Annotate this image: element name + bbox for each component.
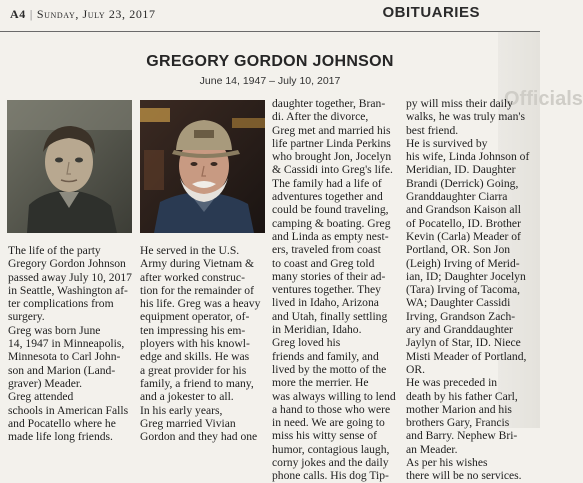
section-title: OBITUARIES [382,4,480,21]
older-man-photo-svg [140,100,265,233]
obituary-dates: June 14, 1947 – July 10, 2017 [199,75,341,87]
page-header [0,0,540,32]
obituary-name: GREGORY GORDON JOHNSON [146,53,394,70]
column-2-text: He served in the U.S. Army during Vietnam & after worked construc- tion for the remainder of his life. Greg was a heavy equipment operator, of- ten impressing his em- ployers with his knowl- edge and skills. He was a great provider for his family, a friend to many, and a jokester to all. In his early years, Greg married Vivian Gordon and they had one [140,244,261,444]
obituary-column-4 [406,97,530,483]
column-1-text: The life of the party Gregory Gordon Johnson passed away July 10, 2017 in Seattle, Washington af- ter complications from surgery. Greg was born June 14, 1947 in Minneapolis, Minnesota to Carl John- son and Marion (Land- graver) Meader. Greg attended schools in American Falls and Pocatello where he made life long friends. [8,244,132,444]
page-number: A4 [10,7,26,21]
issue-date: Sunday, July 23, 2017 [36,7,156,21]
header-separator: | [29,7,33,21]
obituary-column-3 [272,97,399,483]
bleed-text: Officials [504,88,583,110]
column-4-text: py will miss their daily walks, he was truly man's best friend. He is survived by his wife, Linda Johnson of Meridian, ID. Daughter Brandi (Derrick) Going, Granddaughter Ciarra and Grandson Kaison all of Pocatello, ID. Brother Kevin (Carla) Meader of Portland, OR. Son Jon (Leigh) Irving of Merid- ian, ID; Daughter Jocelyn (Tara) Irving of Tacoma, WA; Daughter Cassidi Irving, Grandson Zach- ary and Granddaughter Jaylyn of Star, ID. Niece Misti Meader of Portland, OR. He was preceded in death by his father Carl, mother Marion and his brothers Gary, Francis and Barry. Nephew Bri- an Meader. As per his wishes there will be no services. [406,97,530,483]
obituary-column-2 [140,244,266,443]
column-3-text: daughter together, Bran- di. After the divorce, Greg met and married his life partner Linda Perkins who brought Jon, Jocelyn & Cassidi into Greg's life. The family had a life of adventures together and could be found traveling, camping & boating. Greg and Linda as empty nest- ers, traveled from coast to coast and Greg told many stories of their ad- ventures together. They lived in Idaho, Arizona and Utah, finally settling in Meridian, Idaho. Greg loved his friends and family, and lived by the motto of the more the merrier. He was always willing to lend a hand to those who were in need. We are going to miss his witty sense of humor, contagious laugh, corny jokes and the daily phone calls. His dog Tip- [272,97,396,483]
young-man-photo-svg [7,100,132,233]
header-left [10,7,156,22]
older-man-cap-portrait-photo [140,100,265,233]
young-man-portrait-photo [7,100,132,233]
obituary-column-1 [8,244,133,443]
